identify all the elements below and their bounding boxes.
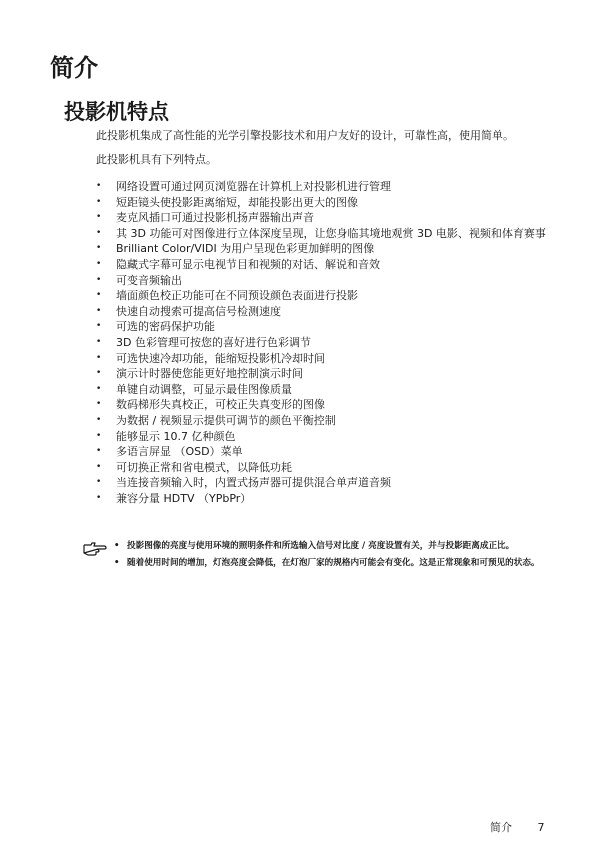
feature-item: • 为数据 / 视频显示提供可调节的颜色平衡控制 [96,413,556,429]
feature-item: • 单键自动调整，可显示最佳图像质量 [96,382,556,398]
page-title: 简介 [50,54,98,82]
feature-item: • 数码梯形失真校正，可校正失真变形的图像 [96,397,556,413]
feature-item: • 当连接音频输入时，内置式扬声器可提供混合单声道音频 [96,475,556,491]
section-title: 投影机特点 [64,100,169,124]
feature-item: • 可选的密码保护功能 [96,319,556,335]
page-footer [490,820,545,836]
feature-item: • 兼容分量 HDTV （YPbPr） [96,491,556,507]
feature-item: • 麦克风插口可通过投影机扬声器输出声音 [96,210,556,226]
feature-item: • 墙面颜色校正功能可在不同预设颜色表面进行投影 [96,288,556,304]
feature-item: • Brilliant Color/VIDI 为用户呈现色彩更加鲜明的图像 [96,241,556,257]
feature-list [96,179,556,506]
feature-item: • 短距镜头使投影距离缩短，却能投影出更大的图像 [96,195,556,211]
feature-item: • 多语言屏显 （OSD）菜单 [96,444,556,460]
note-item: • 投影图像的亮度与使用环境的照明条件和所选输入信号对比度 / 亮度设置有关，并与投影距离成正比。 [114,540,552,553]
notes-list [82,540,552,570]
note-item: • 随着使用时间的增加，灯泡亮度会降低，在灯泡厂家的规格内可能会有变化。这是正常现象和可预见的状态。 [114,557,552,570]
footer-section-name: 简介 [490,821,512,834]
feature-item: • 3D 色彩管理可按您的喜好进行色彩调节 [96,335,556,351]
feature-item: • 演示计时器使您能更好地控制演示时间 [96,366,556,382]
feature-item: • 可变音频输出 [96,273,556,289]
feature-item: • 其 3D 功能可对图像进行立体深度呈现，让您身临其境地观赏 3D 电影、视频和体育赛事 [96,226,556,242]
pointing-hand-note-icon [82,540,108,558]
features-intro: 此投影机具有下列特点。 [96,153,217,166]
page-number: 7 [537,821,545,834]
feature-item: • 可切换正常和省电模式，以降低功耗 [96,460,556,476]
feature-item: • 网络设置可通过网页浏览器在计算机上对投影机进行管理 [96,179,556,195]
feature-item: • 隐藏式字幕可显示电视节目和视频的对话、解说和音效 [96,257,556,273]
intro-paragraph: 此投影机集成了高性能的光学引擎投影技术和用户友好的设计，可靠性高，使用简单。 [96,129,514,142]
feature-item: • 快速自动搜索可提高信号检测速度 [96,304,556,320]
content-body [96,128,556,506]
feature-item: • 可选快速冷却功能，能缩短投影机冷却时间 [96,351,556,367]
feature-item: • 能够显示 10.7 亿种颜色 [96,429,556,445]
notes-section [82,540,552,574]
